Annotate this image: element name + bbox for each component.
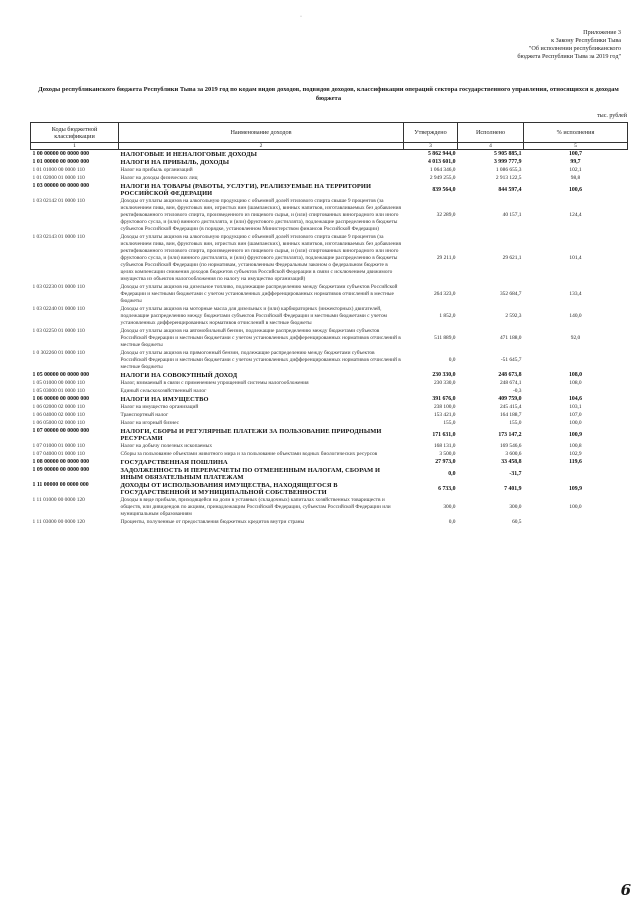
table-row <box>31 458 628 466</box>
row-name: Доходы от уплаты акцизов на дизельное топливо, подлежащие распределению между бюджетами субъектов Российской Федерации и местными бюджетами с учетом установленных дифференцированных нормативов отчислений в местные бюджеты <box>120 284 398 304</box>
row-executed: 2 592,3 <box>505 313 522 319</box>
row-executed: 245 415,4 <box>499 404 522 410</box>
table-row <box>31 349 628 371</box>
row-executed: 844 597,4 <box>498 186 522 193</box>
row-name: НАЛОГИ НА ТОВАРЫ (РАБОТЫ, УСЛУГИ), РЕАЛИЗУЕМЫЕ НА ТЕРРИТОРИИ РОССИЙСКОЙ ФЕДЕРАЦИИ <box>120 183 372 197</box>
row-percent <box>524 349 628 371</box>
row-executed: -51 645,7 <box>500 357 522 363</box>
row-name: Проценты, полученные от предоставления бюджетных кредитов внутри страны <box>120 519 305 525</box>
row-approved <box>404 387 458 395</box>
row-approved: 29 211,0 <box>436 255 456 261</box>
row-code: 1 03 02143 01 0000 110 <box>32 234 85 240</box>
table-row <box>31 197 628 233</box>
row-name: ЗАДОЛЖЕННОСТЬ И ПЕРЕРАСЧЕТЫ ПО ОТМЕНЕННЫМ НАЛОГАМ, СБОРАМ И ИНЫМ ОБЯЗАТЕЛЬНЫМ ПЛАТЕЖАМ <box>120 467 381 481</box>
row-approved: 839 564,0 <box>432 186 456 193</box>
row-name: НАЛОГИ, СБОРЫ И РЕГУЛЯРНЫЕ ПЛАТЕЖИ ЗА ПОЛЬЗОВАНИЕ ПРИРОДНЫМИ РЕСУРСАМИ <box>120 428 382 442</box>
row-executed: 7 401,9 <box>504 485 522 492</box>
appendix-line: к Закону Республики Тыва <box>551 37 621 44</box>
table-row <box>31 387 628 395</box>
row-approved: 230 330,0 <box>433 380 456 386</box>
row-name: Единый сельскохозяйственный налог <box>120 388 207 394</box>
column-index: 4 <box>458 143 524 150</box>
row-executed: -0,3 <box>512 388 522 394</box>
row-executed: 1 086 655,3 <box>495 167 522 173</box>
header-executed: Исполнено <box>458 123 524 143</box>
row-name: НАЛОГИ НА СОВОКУПНЫЙ ДОХОД <box>120 372 238 379</box>
row-code: 1 00 00000 00 0000 000 <box>32 151 90 157</box>
row-code: 1 06 00000 00 0000 000 <box>32 396 90 402</box>
row-code: 1 01 02000 01 0000 110 <box>32 175 85 181</box>
table-row <box>31 233 628 283</box>
row-approved: 171 631,0 <box>432 431 456 438</box>
row-approved: 0,0 <box>448 519 456 525</box>
row-percent: 101,4 <box>569 255 582 261</box>
row-name: Доходы от уплаты акцизов на прямогонный бензин, подлежащие распределению между бюджетами субъектов Российской Федерации и местными бюджетами с учетом установленных дифференцированных нормативов отчислений в местные бюджеты <box>120 350 401 370</box>
row-approved: 230 330,0 <box>432 372 456 378</box>
table-header-row <box>31 123 628 143</box>
column-index-row <box>31 143 628 150</box>
row-name: Доходы от уплаты акцизов на алкогольную продукцию с объемной долей этилового спирта свыше 9 процентов (за исключением пива, вин, фруктовых вин, игристых вин (шампанских), винных напитков, изготавливаемых без добавления ректификованного этилового спирта, произведенного из пищевого сырья, и (или) спиртованных виноградного или иного фруктового сусла, и (или) винного дистиллята, и (или) фруктового дистиллята), подлежащие распределению в бюджеты субъектов Российской Федерации (в порядке, установленном Министерством финансов Российской Федерации) <box>120 198 401 232</box>
row-approved: 264 323,0 <box>433 291 456 297</box>
row-name: ДОХОДЫ ОТ ИСПОЛЬЗОВАНИЯ ИМУЩЕСТВА, НАХОДЯЩЕГОСЯ В ГОСУДАРСТВЕННОЙ И МУНИЦИПАЛЬНОЙ СОБСТВЕННОСТИ <box>120 482 338 496</box>
row-name: Налог на прибыль организаций <box>120 167 193 173</box>
row-name: Сборы за пользование объектами животного мира и за пользование объектами водных биологических ресурсов <box>120 451 378 457</box>
row-percent: 104,6 <box>568 396 583 402</box>
row-code: 1 09 00000 00 0000 000 <box>32 467 90 473</box>
row-code: 1 06 05000 02 0000 110 <box>32 420 85 426</box>
row-executed: 60,5 <box>512 519 522 525</box>
row-percent: 107,0 <box>569 412 582 418</box>
row-name: НАЛОГИ НА ПРИБЫЛЬ, ДОХОДЫ <box>120 159 230 166</box>
row-approved: 1 064 346,0 <box>429 167 456 173</box>
row-executed: 2 913 122,5 <box>495 175 522 181</box>
table-row <box>31 411 628 419</box>
row-code: 1 11 03000 00 0000 120 <box>32 519 85 525</box>
row-executed: 352 684,7 <box>499 291 522 297</box>
row-name: Доходы в виде прибыли, приходящейся на доли в уставных (складочных) капиталах хозяйственных товариществ и обществ, или дивидендов по акциям, принадлежащим Российской Федерации, субъектам Российской Федерации или муниципальным образованиям <box>120 497 391 517</box>
table-row <box>31 150 628 159</box>
row-code: 1 0 302260 01 0000 110 <box>32 350 85 356</box>
row-name: Доходы от уплаты акцизов на автомобильный бензин, подлежащие распределению между бюджетами субъектов Российской Федерации и местными бюджетами с учетом установленных дифференцированных нормативов отчислений в местные бюджеты <box>120 328 401 348</box>
row-percent: 140,0 <box>569 313 582 319</box>
table-row <box>31 481 628 496</box>
row-name: Доходы от уплаты акцизов на алкогольную продукцию с объемной долей этилового спирта свыше 9 процентов (за исключением пива, вин, фруктовых вин, игристых вин (шампанских), винных напитков, изготавливаемых без добавления ректификованного этилового спирта, произведенного из пищевого сырья, и (или) спиртованных виноградного или иного фруктового сусла, и (или) винного дистиллята, и (или) фруктового дистиллята), подлежащие распределению в бюджеты субъектов Российской Федерации (по нормативам, установленным Федеральным законом о федеральном бюджете в целях компенсации снижения доходов бюджетов субъектов Российской Федерации в связи с исключением движимого имущества из объектов налогообложения по налогу на имущество организаций) <box>120 234 401 282</box>
row-percent: 124,4 <box>569 212 582 218</box>
column-index: 2 <box>119 143 404 150</box>
table-row <box>31 158 628 166</box>
row-percent: 102,9 <box>569 451 582 457</box>
row-name: НАЛОГОВЫЕ И НЕНАЛОГОВЫЕ ДОХОДЫ <box>120 151 257 158</box>
row-executed: 248 674,1 <box>499 380 522 386</box>
row-code: 1 07 00000 00 0000 000 <box>32 428 90 434</box>
table-row <box>31 403 628 411</box>
row-code: 1 08 00000 00 0000 000 <box>32 459 90 465</box>
row-code: 1 05 00000 00 0000 000 <box>32 372 90 378</box>
row-code: 1 06 04000 02 0000 110 <box>32 412 85 418</box>
appendix-line: "Об исполнении республиканского <box>528 45 621 52</box>
row-name: Транспортный налог <box>120 412 169 418</box>
row-executed: 3 999 777,9 <box>493 159 522 165</box>
row-approved: 391 676,0 <box>432 396 456 402</box>
row-executed: -31,7 <box>509 470 522 477</box>
row-percent: 109,9 <box>568 485 583 492</box>
table-row <box>31 466 628 481</box>
row-code: 1 11 01000 00 0000 120 <box>32 497 85 503</box>
appendix-note <box>371 29 621 61</box>
row-approved: 168 131,0 <box>433 443 456 449</box>
row-percent: 108,0 <box>569 380 582 386</box>
table-row <box>31 419 628 427</box>
row-approved: 300,0 <box>443 504 456 510</box>
appendix-line: Приложение 3 <box>583 29 621 36</box>
column-index: 1 <box>31 143 119 150</box>
row-name: Налог на добычу полезных ископаемых <box>120 443 213 449</box>
row-executed: 29 621,1 <box>502 255 522 261</box>
row-approved: 238 100,0 <box>433 404 456 410</box>
row-executed: 164 188,7 <box>499 412 522 418</box>
row-executed: 155,0 <box>509 420 522 426</box>
row-percent: 99,7 <box>570 159 581 165</box>
row-executed: 33 458,8 <box>501 459 522 465</box>
row-code: 1 07 01000 01 0000 110 <box>32 443 85 449</box>
row-approved: 2 949 255,0 <box>429 175 456 181</box>
row-code: 1 01 01000 00 0000 110 <box>32 167 85 173</box>
row-percent <box>524 387 628 395</box>
row-code: 1 01 00000 00 0000 000 <box>32 159 90 165</box>
row-percent: 133,4 <box>569 291 582 297</box>
table-row <box>31 174 628 182</box>
row-approved: 32 289,0 <box>436 212 456 218</box>
row-executed: 3 600,6 <box>505 451 522 457</box>
column-index: 5 <box>524 143 628 150</box>
row-executed: 471 188,0 <box>499 335 522 341</box>
table-row <box>31 442 628 450</box>
page-number: 6 <box>620 881 631 899</box>
table-row <box>31 395 628 403</box>
row-code: 1 03 00000 00 0000 000 <box>32 183 90 189</box>
row-approved: 27 973,0 <box>435 459 456 465</box>
header-name: Наименование доходов <box>119 123 404 143</box>
row-percent: 102,1 <box>569 167 582 173</box>
row-executed: 409 759,0 <box>498 396 522 402</box>
table-row <box>31 371 628 379</box>
row-executed: 173 147,2 <box>498 431 522 438</box>
row-name: Доходы от уплаты акцизов на моторные масла для дизельных и (или) карбюраторных (инжекторных) двигателей, подлежащие распределению между бюджетами субъектов Российской Федерации и местными бюджетами с учетом установленных дифференцированных нормативов отчислений в местные бюджеты <box>120 306 387 326</box>
row-executed: 169 546,6 <box>499 443 522 449</box>
row-code: 1 03 02230 01 0000 110 <box>32 284 85 290</box>
row-code: 1 03 02240 01 0000 110 <box>32 306 85 312</box>
row-executed: 5 905 885,1 <box>493 151 522 157</box>
row-code: 1 03 02250 01 0000 110 <box>32 328 85 334</box>
row-approved: 1 852,0 <box>439 313 456 319</box>
row-percent: 100,0 <box>569 504 582 510</box>
row-code: 1 05 03000 01 0000 110 <box>32 388 85 394</box>
row-approved: 4 013 601,0 <box>427 159 456 165</box>
row-approved: 155,0 <box>443 420 456 426</box>
revenue-table <box>30 122 628 526</box>
row-percent: 98,8 <box>570 175 581 181</box>
row-percent: 119,6 <box>569 459 582 465</box>
table-body <box>31 150 628 527</box>
row-percent: 103,1 <box>569 404 582 410</box>
row-executed: 300,0 <box>509 504 522 510</box>
row-code: 1 07 04000 01 0000 110 <box>32 451 85 457</box>
row-name: Налог на игорный бизнес <box>120 420 180 426</box>
row-approved: 6 733,0 <box>438 485 456 492</box>
table-row <box>31 518 628 526</box>
table-row <box>31 283 628 305</box>
row-approved: 511 889,0 <box>434 335 456 341</box>
row-approved: 5 862 944,0 <box>427 151 456 157</box>
row-approved: 3 500,0 <box>439 451 456 457</box>
row-approved: 0,0 <box>448 470 456 477</box>
row-name: Налог на доходы физических лиц <box>120 175 198 181</box>
row-executed: 248 673,8 <box>498 372 522 378</box>
header-code: Коды бюджетной классификации <box>31 123 119 143</box>
row-percent: 100,8 <box>569 443 582 449</box>
table-row <box>31 450 628 458</box>
row-approved: 0,0 <box>448 357 456 363</box>
appendix-line: бюджета Республики Тыва за 2019 год" <box>517 53 621 60</box>
header-approved: Утверждено <box>404 123 458 143</box>
table-row <box>31 379 628 387</box>
table-row <box>31 305 628 327</box>
row-percent: 108,0 <box>568 372 583 378</box>
row-executed: 40 157,1 <box>502 212 522 218</box>
row-percent: 92,0 <box>570 335 581 341</box>
table-row <box>31 327 628 349</box>
row-code: 1 11 00000 00 0000 000 <box>32 482 89 488</box>
document-title: Доходы республиканского бюджета Республики Тыва за 2019 год по кодам видов доходов, подвидов доходов, классификации операций сектора государственного управления, относящихся к доходам бюджета <box>38 86 619 102</box>
table-row <box>31 182 628 197</box>
row-percent: 100,0 <box>569 420 582 426</box>
row-name: НАЛОГИ НА ИМУЩЕСТВО <box>120 396 209 403</box>
row-percent <box>524 466 628 481</box>
table-row <box>31 166 628 174</box>
row-code: 1 05 01000 00 0000 110 <box>32 380 85 386</box>
row-name: ГОСУДАРСТВЕННАЯ ПОШЛИНА <box>120 459 228 466</box>
row-code: 1 03 02142 01 0000 110 <box>32 198 85 204</box>
row-code: 1 06 02000 02 0000 110 <box>32 404 85 410</box>
row-name: Налог на имущество организаций <box>120 404 199 410</box>
scan-mark: · <box>300 14 302 20</box>
row-percent: 100,7 <box>568 151 583 157</box>
row-percent: 100,6 <box>568 186 583 193</box>
header-percent: % исполнения <box>524 123 628 143</box>
row-percent: 100,9 <box>568 431 583 438</box>
column-index: 3 <box>404 143 458 150</box>
table-row <box>31 496 628 518</box>
row-approved: 153 421,0 <box>433 412 456 418</box>
table-row <box>31 427 628 442</box>
row-percent <box>524 518 628 526</box>
units-label: тыс. рублей <box>597 113 627 119</box>
row-name: Налог, взимаемый в связи с применением упрощенной системы налогообложения <box>120 380 309 386</box>
